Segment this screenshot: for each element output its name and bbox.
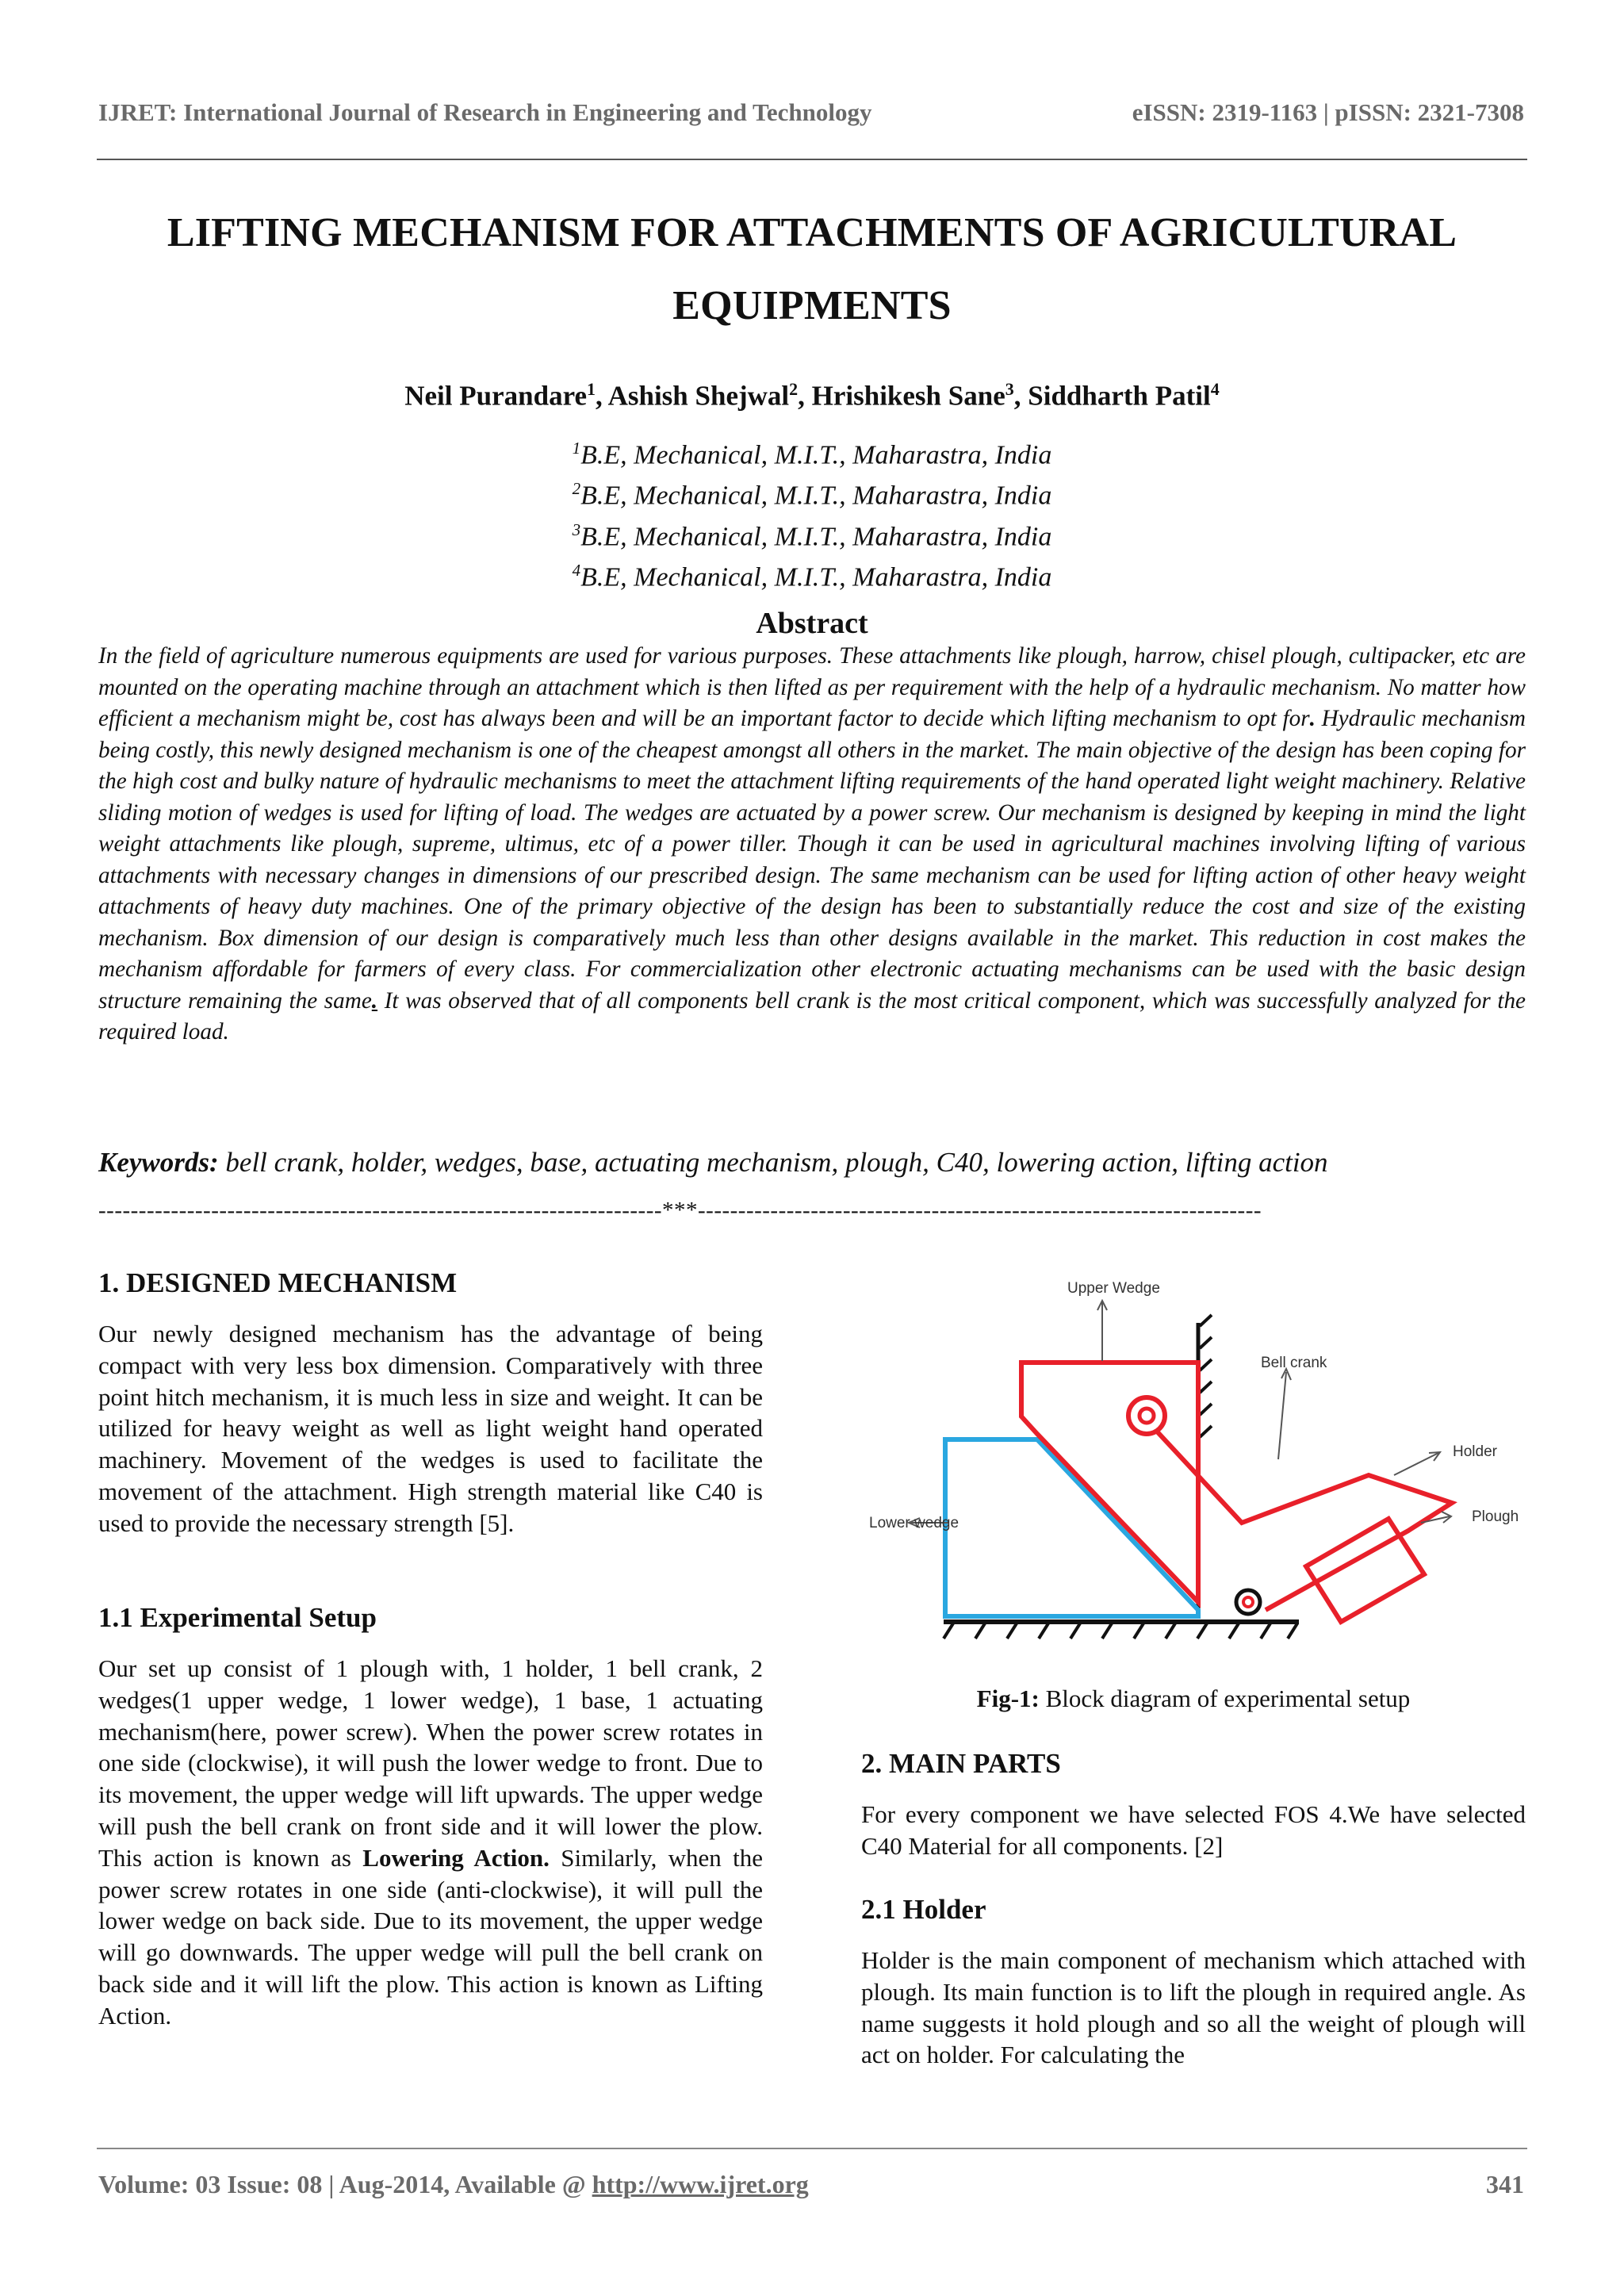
affiliation (0, 513, 1624, 554)
affiliation-text: B.E, Mechanical, M.I.T., Maharastra, India (580, 481, 1052, 511)
abstract-text: Hydraulic mechanism being costly, this newly designed mechanism is one of the cheapest amongst all others in the market. The main objective of the design has been coping for the high cost and bulky nature of hydraulic mechanisms to meet the attachment lifting requirements of the hand operated light weight machinery. Relative sliding motion of wedges is used for lifting of load. The wedges are actuated by a power screw. Our mechanism is designed by keeping in mind the light weight attachments like plough, supreme, ultimus, etc of a power tiller. Though it can be used in agricultural machines involving lifting of various attachments with necessary changes in dimensions of our prescribed design. The same mechanism can be used for lifting action of other heavy weight attachments of heavy duty machines. One of the primary objective of the design has been to substantially reduce the cost and size of the existing mechanism. Box dimension of our design is comparatively much less than other designs available in the market. This reduction in cost makes the mechanism affordable for farmers of every class. For commercialization other electronic actuating mechanisms can be used with the basic design structure remaining the same (98, 706, 1526, 1014)
affiliations (0, 431, 1624, 594)
journal-name: IJRET: International Journal of Research in Engineering and Technology (98, 98, 872, 126)
author: Siddharth Patil (1028, 380, 1211, 412)
block-diagram-figure (861, 1269, 1526, 1650)
label-upper-wedge: Upper Wedge (1067, 1280, 1160, 1297)
bell-crank-pivot-inner (1139, 1409, 1154, 1423)
abstract-body (98, 641, 1526, 1048)
keywords-label: Keywords: (98, 1147, 219, 1178)
label-holder: Holder (1453, 1443, 1497, 1460)
figure-caption (861, 1685, 1526, 1713)
affiliation-sup: 2 (572, 479, 581, 499)
section-2-1-heading: 2.1 Holder (861, 1894, 986, 1925)
section-2-1-body: Holder is the main component of mechanism which attached with plough. Its main function is to lift the plough in required angle. As name suggests it hold plough and so all the weight of plough will act on holder. For calculating the (861, 1946, 1526, 2069)
title-line-1: LIFTING MECHANISM FOR ATTACHMENTS OF AGRICULTURAL (167, 210, 1457, 255)
caption-text: Block diagram of experimental setup (1039, 1685, 1411, 1712)
author-sep: , (596, 380, 608, 412)
upper-wedge-shape (1021, 1363, 1198, 1602)
abstract-text: It was observed that of all components bell crank is the most critical component, which was successfully analyzed for the required load. (98, 987, 1526, 1045)
annotation-arrows (909, 1301, 1451, 1527)
affiliation-sup: 4 (572, 560, 581, 580)
wall-hatching (1200, 1315, 1212, 1437)
caption-label: Fig-1: (976, 1685, 1040, 1712)
lowering-action-term: Lowering Action. (362, 1843, 550, 1872)
keywords (98, 1147, 1526, 1179)
header-rule (97, 159, 1527, 160)
ground-hatching (944, 1623, 1297, 1639)
affiliation (0, 554, 1624, 594)
author-sup: 3 (1005, 379, 1014, 399)
body-text: Our set up consist of 1 plough with, 1 holder, 1 bell crank, 2 wedges(1 upper wedge, 1 lower wedge), 1 base, 1 actuating mechanism(here, power screw). When the power screw rotates in one side (clockwise), it will push the lower wedge to front. Due to its movement, the upper wedge will lift upwards. The upper wedge will push the bell crank on front side and it will lower the plow. This action is known as (98, 1654, 763, 1872)
footer-rule (97, 2148, 1527, 2149)
author-sep: , (798, 380, 812, 412)
footer-volume (98, 2170, 809, 2199)
author-list (0, 379, 1624, 412)
affiliation-sup: 1 (572, 439, 581, 458)
holder-pin-inner (1243, 1597, 1253, 1607)
section-divider: ----------------------------------------------------------------------***---------------------------------------------------------------------- (98, 1198, 1262, 1223)
section-1-heading: 1. DESIGNED MECHANISM (98, 1267, 458, 1298)
abstract-bold-dot: . (371, 987, 378, 1014)
keywords-text: bell crank, holder, wedges, base, actuating mechanism, plough, C40, lowering action, lifting action (218, 1147, 1328, 1178)
section-2-heading: 2. MAIN PARTS (861, 1748, 1061, 1779)
section-1-1-heading: 1.1 Experimental Setup (98, 1602, 377, 1633)
affiliation (0, 431, 1624, 472)
paper-title (98, 197, 1526, 343)
affiliation-text: B.E, Mechanical, M.I.T., Maharastra, India (580, 521, 1052, 551)
author: Neil Purandare (404, 380, 588, 412)
affiliation (0, 472, 1624, 512)
page-number: 341 (1486, 2170, 1524, 2198)
label-lower-wedge: Lower wedge (869, 1515, 959, 1531)
author: Ashish Shejwal (607, 380, 790, 412)
affiliation-text: B.E, Mechanical, M.I.T., Maharastra, India (580, 440, 1052, 470)
journal-url-link[interactable]: http://www.ijret.org (592, 2170, 809, 2198)
lower-wedge-shape (945, 1439, 1198, 1616)
footer-volume-text: Volume: 03 Issue: 08 | Aug-2014, Available @ (98, 2170, 592, 2198)
abstract-heading: Abstract (756, 607, 868, 640)
affiliation-sup: 3 (572, 519, 581, 539)
bell-crank-shape (1137, 1410, 1452, 1610)
section-1-1-body (98, 1653, 763, 2032)
label-plough: Plough (1472, 1508, 1519, 1525)
section-2-body: For every component we have selected FOS 4.We have selected C40 Material for all components. [2] (861, 1800, 1526, 1860)
label-bell-crank: Bell crank (1261, 1355, 1327, 1371)
body-text: Similarly, when the power screw rotates in one side (anti-clockwise), it will pull the lower wedge on back side. Due to its movement, the upper wedge will go downwards. The upper wedge will pull the bell crank on back side and it will lift the plow. This action is known as Lifting Action. (98, 1843, 763, 2030)
author-sup: 1 (587, 379, 596, 399)
author-sup: 2 (789, 379, 799, 399)
author: Hrishikesh Sane (811, 380, 1005, 412)
affiliation-text: B.E, Mechanical, M.I.T., Maharastra, India (580, 562, 1052, 592)
abstract-text: In the field of agriculture numerous equipments are used for various purposes. These attachments like plough, harrow, chisel plough, cultipacker, etc are mounted on the operating machine through an attachment which is then lifted as per requirement with the help of a hydraulic mechanism. No matter how efficient a mechanism might be, cost has always been and will be an important factor to decide which lifting mechanism to opt for (98, 643, 1526, 731)
abstract-bold-dot: . (1309, 706, 1316, 731)
author-sup: 4 (1210, 379, 1220, 399)
title-line-2: EQUIPMENTS (672, 283, 952, 328)
issn: eISSN: 2319-1163 | pISSN: 2321-7308 (1132, 98, 1524, 126)
section-1-body: Our newly designed mechanism has the advantage of being compact with very less box dimension. Comparatively with three point hitch mechanism, it is much less in size and weight. It can be utilized for heavy weight as well as light weight hand operated machinery. Movement of the wedges is used to facilitate the movement of the attachment. High strength material like C40 is used to provide the necessary strength [5]. (98, 1320, 763, 1537)
author-sep: , (1013, 380, 1028, 412)
